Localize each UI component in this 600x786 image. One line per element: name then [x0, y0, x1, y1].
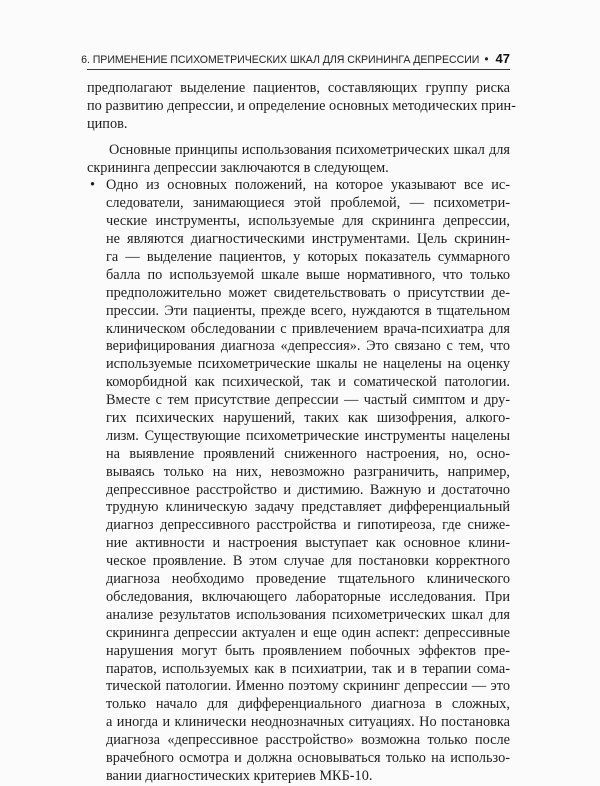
text-line: диагноз депрессивного расстройства и гипотиреоза, где сниже- — [106, 517, 510, 534]
bullet-item — [87, 177, 510, 785]
text-line: следователи, занимающиеся этой проблемой, — психометри- — [106, 195, 510, 212]
text-line: клиническом обследовании с привлечением врача-психиатра для — [106, 320, 510, 337]
text-line: нарушения могут быть проявлением побочных эффектов пре- — [106, 642, 510, 659]
text-line: Основные принципы использования психометрических шкал для — [109, 141, 510, 158]
text-line: обследования, включающего лабораторные исследования. При — [106, 588, 510, 605]
text-line: не являются диагностическими инструментами. Цель скринин- — [106, 231, 510, 248]
text-line: анализе результатов использования психометрических шкал для — [106, 606, 510, 623]
text-line: по развитию депрессии, и определение основных методических прин- — [87, 97, 516, 114]
page-number: 47 — [495, 51, 510, 66]
text-line: вании диагностических критериев МКБ-10. — [106, 767, 373, 784]
running-header — [81, 51, 510, 66]
text-line: прессии. Эти пациенты, прежде всего, нуждаются в тщательном — [106, 302, 510, 319]
text-line: балла по используемой шкале выше нормативного, что только — [106, 266, 510, 283]
text-line: предположительно может свидетельствовать о присутствии де- — [106, 284, 510, 301]
text-line: используемые психометрические шкалы не нацелены на оценку — [106, 356, 510, 373]
text-line: только начало для дифференциального диагноза в сложных, — [106, 696, 510, 713]
text-line: лизм. Существующие психометрические инструменты нацелены — [106, 427, 510, 444]
text-line: диагноза «депрессивное расстройство» возможна только после — [106, 732, 510, 749]
paragraph-continuation — [87, 80, 516, 134]
text-line: диагноза необходимо проведение тщательного клинического — [106, 571, 510, 588]
text-line: ческие инструменты, используемые для скрининга депрессии, — [106, 213, 510, 230]
page-body — [87, 80, 516, 786]
text-line: вываясь только на них, невозможно разграничить, например, — [106, 463, 510, 480]
header-rule — [87, 69, 510, 70]
text-line: предполагают выделение пациентов, составляющих группу риска — [87, 80, 510, 96]
text-line: гих психических нарушений, таких как шизофрения, алкого- — [106, 410, 510, 427]
text-line: ципов. — [87, 115, 128, 132]
text-line: депрессивное расстройство и дистимию. Важную и достаточно — [106, 481, 510, 498]
text-line: га — выделение пациентов, у которых показатель суммарного — [106, 249, 510, 266]
chapter-title: 6. ПРИМЕНЕНИЕ ПСИХОМЕТРИЧЕСКИХ ШКАЛ ДЛЯ СКРИНИНГА ДЕПРЕССИИ — [81, 54, 480, 66]
text-line: на выявление проявлений сниженного настроения, но, осно- — [106, 445, 510, 462]
text-line: ние активности и настроения выступает как основное клини- — [106, 535, 510, 552]
bullet-marker: • — [90, 177, 96, 194]
text-line: ческое проявление. В этом случае для постановки корректного — [106, 553, 510, 570]
text-line: коморбидной как психической, так и соматической патологии. — [106, 374, 510, 391]
text-line: врачебного осмотра и должна основываться только на использо- — [106, 749, 510, 766]
text-line: а иногда и клинически неоднозначных ситуациях. Но постановка — [106, 714, 510, 731]
text-line: трудную клиническую задачу представляет дифференциальный — [106, 499, 510, 516]
text-line: Одно из основных положений, на которое указывают все ис- — [106, 177, 510, 194]
text-line: скрининга депрессии актуален и еще один аспект: депрессивные — [106, 624, 510, 641]
text-line: тической патологии. Именно поэтому скрининг депрессии — это — [106, 678, 510, 695]
text-line: верифицирования диагноза «депрессия». Это связано с тем, что — [106, 338, 510, 355]
text-line: паратов, используемых как в психиатрии, так и в терапии сома- — [106, 660, 510, 677]
header-bullet: • — [484, 52, 489, 66]
text-line: Вместе с тем присутствие депрессии — частый симптом и дру- — [106, 392, 510, 409]
text-line: скрининга депрессии заключаются в следующем. — [87, 159, 389, 176]
paragraph-principles-intro — [87, 142, 510, 178]
